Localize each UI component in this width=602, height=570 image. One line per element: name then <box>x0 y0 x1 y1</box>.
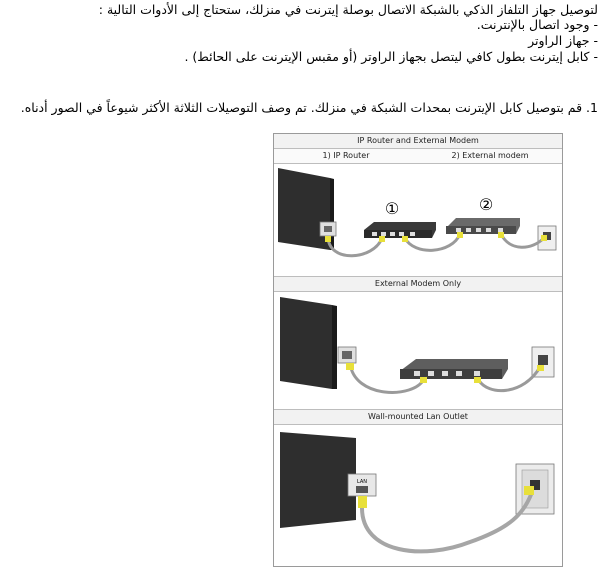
tv-illustration <box>280 297 332 389</box>
ip-router-header: 1) IP Router <box>274 149 419 163</box>
lan-connector <box>541 235 547 241</box>
marker-2: ② <box>478 195 494 214</box>
diagram-column-headers <box>274 149 562 164</box>
marker-1: ① <box>384 199 400 218</box>
connection-diagram <box>273 133 563 567</box>
lan-connector <box>379 236 385 242</box>
lan-connector <box>457 232 463 238</box>
section-external-modem-only: External Modem Only <box>274 276 562 292</box>
step-1-text: 1. قم بتوصيل كابل الإيترنت بمحدات الشبكة في منزلك. تم وصف التوصيلات الثلاثة الأكثر شيوعاً في الصور أدناه. <box>20 100 598 115</box>
tv-illustration <box>280 432 356 528</box>
cable-tv-to-wall-outlet <box>362 492 532 551</box>
requirement-router: - جهاز الراوتر <box>528 33 598 48</box>
intro-text: لتوصيل جهاز التلفاز الذكي بالشبكة الاتصال بوصلة إيترنت في منزلك، ستحتاج إلى الأدوات التالية : <box>98 2 598 17</box>
lan-connector <box>358 496 367 508</box>
lan-port-label: LAN <box>356 479 368 485</box>
lan-connector <box>537 365 544 371</box>
lan-connector <box>524 486 534 495</box>
cable-tv-to-router <box>328 236 382 256</box>
section-wall-mounted-lan-outlet: Wall-mounted Lan Outlet <box>274 409 562 425</box>
panel-external-modem-only <box>274 291 562 408</box>
panel-router-and-modem <box>274 164 562 276</box>
tv-illustration <box>278 168 330 250</box>
lan-connector <box>402 236 408 242</box>
diagram-title: IP Router and External Modem <box>274 134 562 149</box>
cable-modem-to-wall <box>501 234 544 247</box>
lan-connector <box>346 363 354 370</box>
requirement-cable: - كابل إيترنت بطول كافي ليتصل بجهاز الراوتر (أو مقبس الإيترنت على الحائط) . <box>184 49 598 64</box>
panel-wall-lan-outlet <box>274 424 562 566</box>
external-modem-header: 2) External modem <box>418 149 562 163</box>
lan-connector <box>420 377 427 383</box>
lan-connector <box>325 236 331 242</box>
lan-connector <box>474 377 481 383</box>
lan-connector <box>498 232 504 238</box>
requirement-internet: - وجود اتصال بالإنترنت. <box>476 17 598 32</box>
